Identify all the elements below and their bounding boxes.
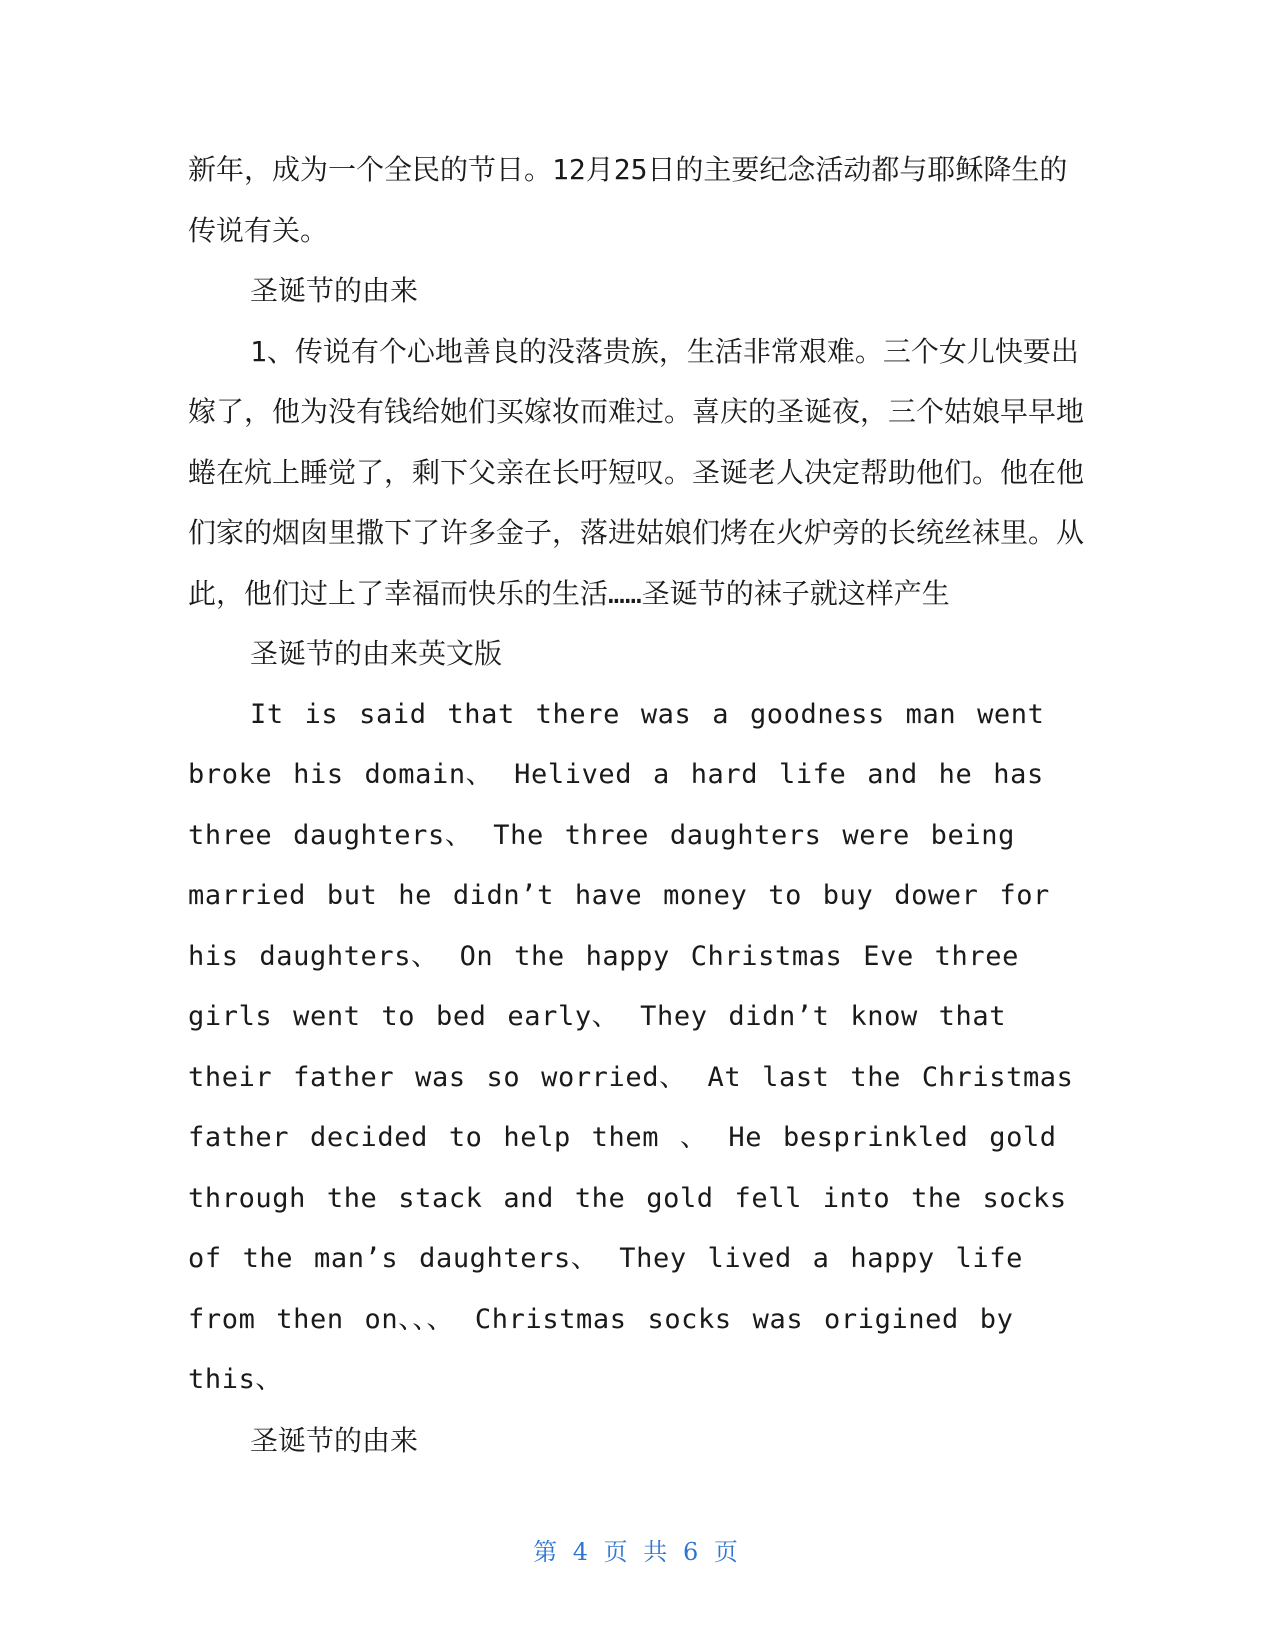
paragraph-intro-continued: 新年，成为一个全民的节日。12月25日的主要纪念活动都与耶稣降生的传说有关。 bbox=[188, 153, 1068, 247]
document-body bbox=[188, 140, 1088, 1471]
paragraph-legend-chinese: 1、传说有个心地善良的没落贵族，生活非常艰难。三个女儿快要出嫁了，他为没有钱给她们买嫁妆而难过。喜庆的圣诞夜，三个姑娘早早地蜷在炕上睡觉了，剩下父亲在长吁短叹。圣诞老人决定帮助他们。他在他们家的烟囱里撒下了许多金子，落进姑娘们烤在火炉旁的长统丝袜里。从此，他们过上了幸福而快乐的生活……圣诞节的袜子就这样产生 bbox=[188, 334, 1085, 610]
page-number-label: 第 4 页 共 6 页 bbox=[533, 1538, 742, 1566]
section-heading-origin: 圣诞节的由来 bbox=[250, 274, 419, 307]
page-footer bbox=[0, 1532, 1275, 1567]
paragraph-legend-english: It is said that there was a goodness man went broke his domain、 Helived a hard life and he has three daughters、 The three daughters were being married but he didn’t have money to buy dower for his daughters、 On the happy Christmas Eve three girls went to bed early、 They didn’t know that their father was so worried、 At last the Christmas father decided to help them 、 He besprinkled gold through the stack and the gold fell into the socks of the man’s daughters、 They lived a happy life from then on、、、 Christmas socks was origined by this、 bbox=[188, 698, 1074, 1395]
section-heading-origin-repeat: 圣诞节的由来 bbox=[250, 1423, 419, 1457]
section-heading-origin-english: 圣诞节的由来英文版 bbox=[250, 637, 503, 670]
